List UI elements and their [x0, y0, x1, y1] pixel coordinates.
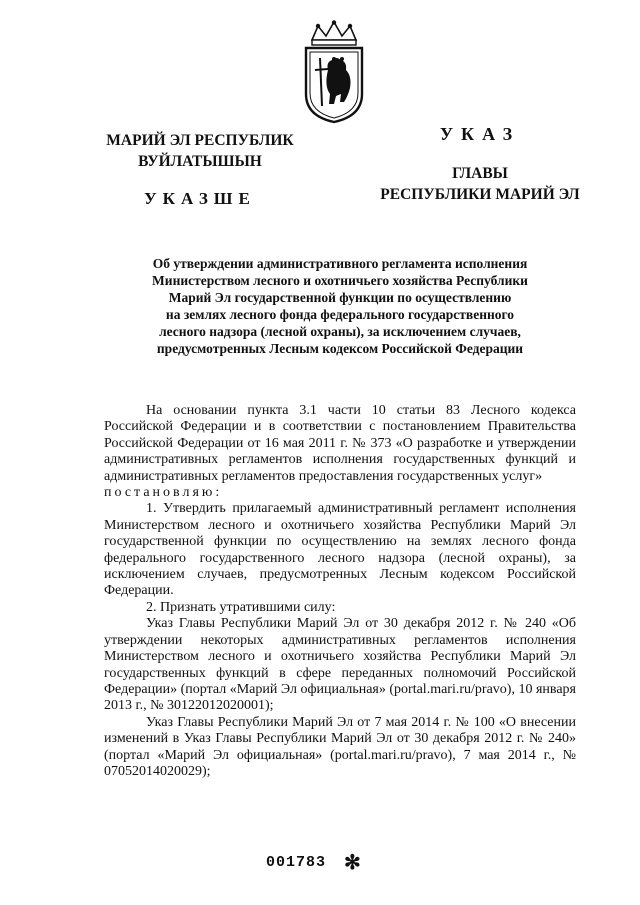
document-body [104, 403, 576, 780]
header-left-line2: ВУЙЛАТЫШЫН [138, 153, 262, 170]
header-right-line3: РЕСПУБЛИКИ МАРИЙ ЭЛ [380, 186, 580, 203]
title-line: на землях лесного фонда федерального государственного [165, 307, 515, 322]
preamble-paragraph: На основании пункта 3.1 части 10 статьи 83 Лесного кодекса Российской Федерации и в соответствии с постановлением Правительства Российской Федерации от 16 мая 2011 г. № 373 «О разработке и утверждении административных регламентов исполнения государственных функций и административных регламентов предоставления государственных услуг» [104, 403, 576, 484]
header-mari-language [100, 130, 300, 209]
header-left-line3: УКАЗШЕ [144, 189, 256, 208]
item-2b-paragraph: Указ Главы Республики Марий Эл от 7 мая 2014 г. № 100 «О внесении изменений в Указ Главы Республики Марий Эл от 30 декабря 2012 г. № 240» (портал «Марий Эл официальная» (portal.mari.ru/pravo), 7 мая 2014 г., № 07052014020029); [104, 714, 576, 779]
coat-of-arms-emblem [298, 20, 370, 124]
title-line: Марий Эл государственной функции по осуществлению [168, 290, 512, 305]
item-2a-paragraph: Указ Главы Республики Марий Эл от 30 декабря 2012 г. № 240 «Об утверждении некоторых административных регламентов исполнения Министерством лесного и охотничьего хозяйства Республики Марий Эл государственных функций в сфере переданных полномочий Российской Федерации» (портал «Марий Эл официальная» (portal.mari.ru/pravo), 10 января 2013 г., № 30122012020001); [104, 616, 576, 714]
header-left-line1: МАРИЙ ЭЛ РЕСПУБЛИК [106, 132, 294, 149]
title-line: лесного надзора (лесной охраны), за исключением случаев, [159, 324, 521, 339]
header-right-line2: ГЛАВЫ [452, 165, 508, 182]
title-line: Министерством лесного и охотничьего хозяйства Республики [152, 273, 528, 288]
footer-mark-icon: ✻ [344, 852, 361, 874]
title-line: Об утверждении административного регламента исполнения [152, 256, 528, 271]
item-1-paragraph: 1. Утвердить прилагаемый административный регламент исполнения Министерством лесного и охотничьего хозяйства Республики Марий Эл государственной функции по осуществлению на землях лесного фонда федерального государственного лесного надзора (лесной охраны), за исключением случаев, предусмотренных Лесным кодексом Российской Федерации. [104, 501, 576, 599]
header-russian-language [360, 124, 600, 205]
postanovlyayu-word: постановляю: [104, 485, 223, 501]
header-right-line1: УКАЗ [439, 124, 521, 144]
item-2-paragraph: 2. Признать утратившими силу: [146, 599, 336, 615]
document-title [104, 255, 576, 357]
document-serial-number: 001783 [266, 854, 327, 871]
title-line: предусмотренных Лесным кодексом Российской Федерации [156, 341, 524, 356]
